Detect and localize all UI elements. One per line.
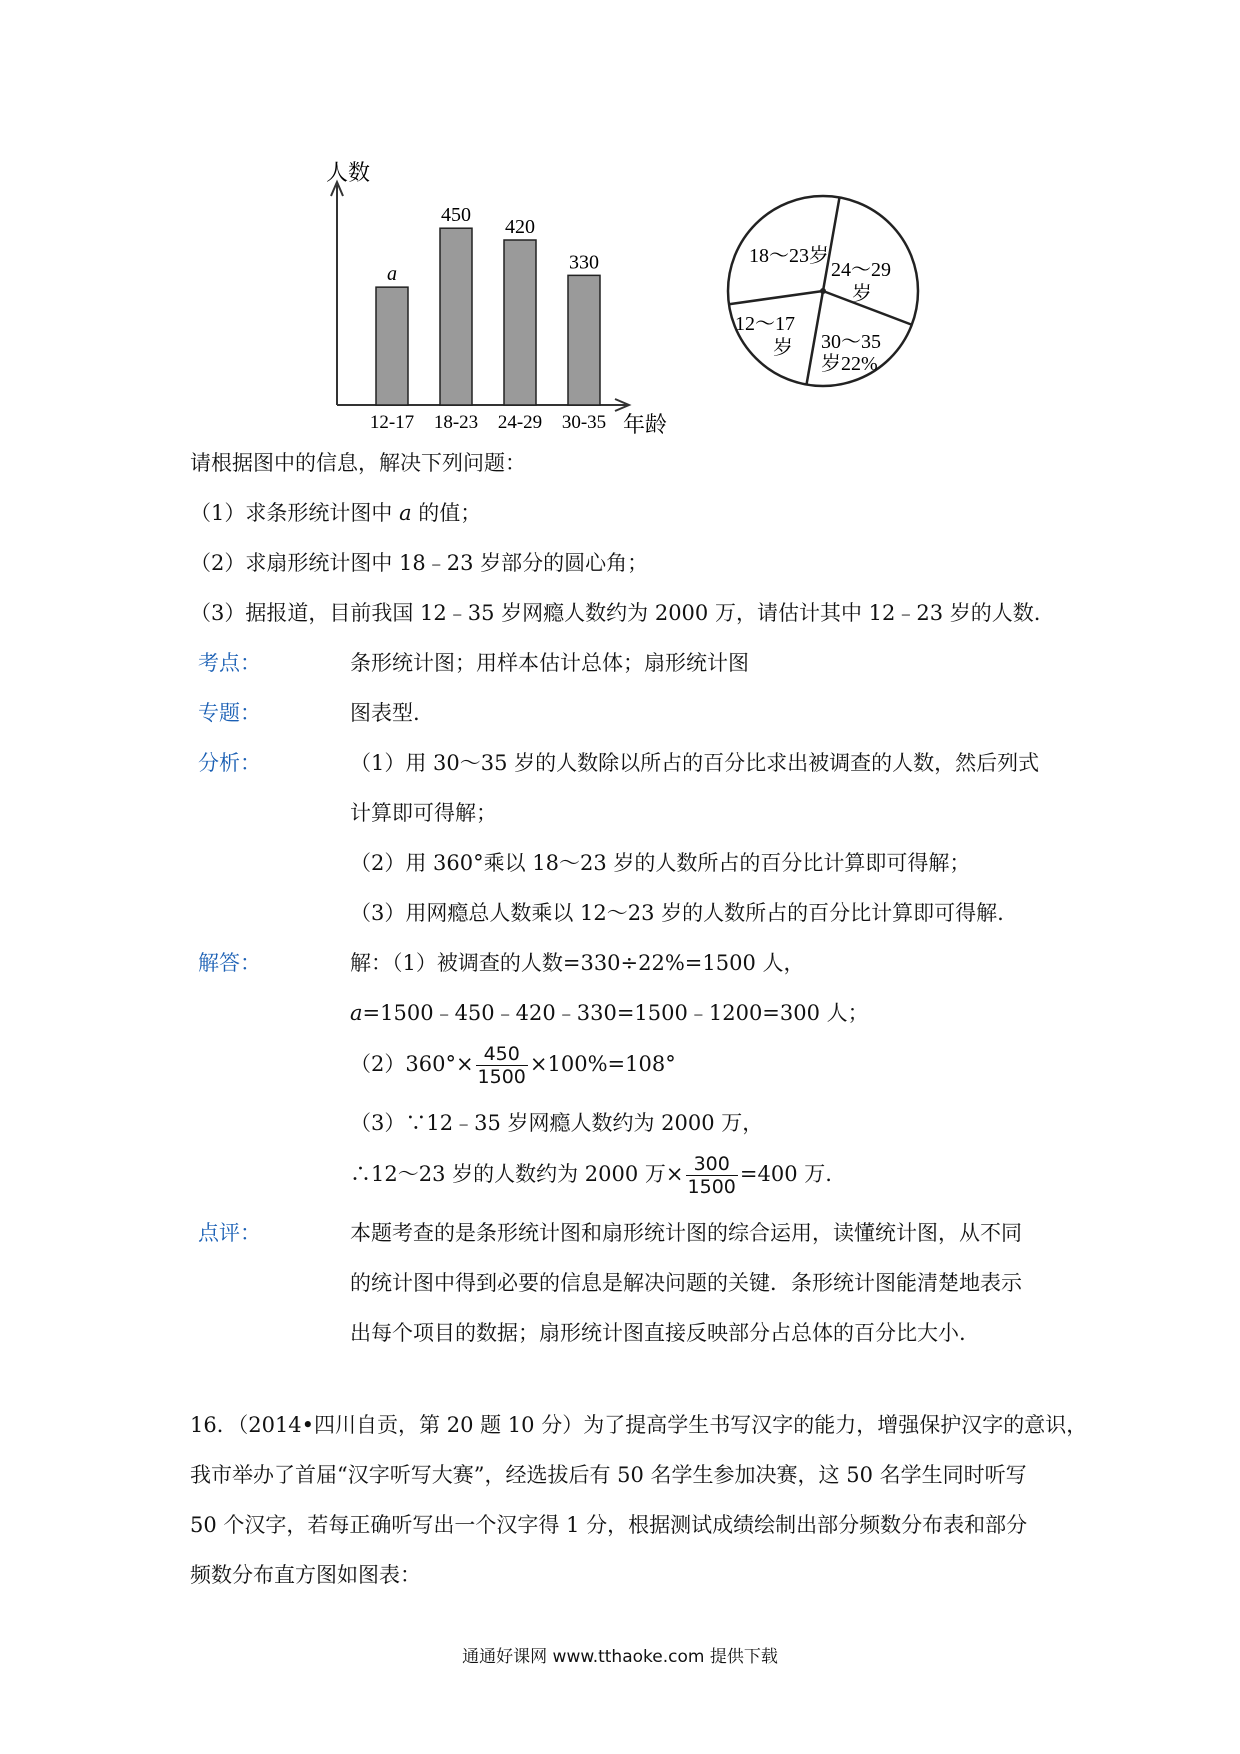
zhuanti-label: 专题： — [198, 701, 261, 725]
problem16-line-4: 频数分布直方图如图表： — [190, 1563, 421, 1587]
x-tick-label: 24-29 — [497, 412, 543, 433]
question-1 — [190, 498, 481, 528]
kaodian-text: 条形统计图；用样本估计总体；扇形统计图 — [350, 651, 749, 675]
jieda-line-3-b: ×100%=108° — [529, 1052, 676, 1076]
pie-label-12-17: 12～17 — [735, 313, 795, 335]
bar-data-label: 330 — [569, 251, 599, 274]
fraction-450-1500 — [476, 1043, 528, 1088]
problem16-line-3: 50 个汉字，若每正确听写出一个汉字得 1 分，根据测试成绩绘制出部分频数分布表和部分 — [190, 1513, 1028, 1537]
problem16-line-2: 我市举办了首届“汉字听写大赛”，经选拔后有 50 名学生参加决赛，这 50 名学生同时听写 — [190, 1463, 1027, 1487]
jieda-label: 解答： — [198, 951, 261, 975]
fraction-numerator: 450 — [476, 1043, 528, 1066]
question-2: （2）求扇形统计图中 18﹣23 岁部分的圆心角； — [190, 551, 649, 575]
jieda-line-5-a: ∴12～23 岁的人数约为 2000 万× — [350, 1162, 684, 1186]
dianping-line-3: 出每个项目的数据；扇形统计图直接反映部分占总体的百分比大小. — [350, 1321, 966, 1345]
question-intro: 请根据图中的信息，解决下列问题： — [190, 451, 526, 475]
x-tick-label: 18-23 — [433, 412, 479, 433]
fenxi-line-3: （2）用 360°乘以 18～23 岁的人数所占的百分比计算即可得解； — [350, 851, 971, 875]
bar-data-label: 420 — [505, 216, 535, 238]
fenxi-line-1: （1）用 30～35 岁的人数除以所占的百分比求出被调查的人数，然后列式 — [350, 751, 1040, 775]
bar-data-label: a — [387, 263, 397, 286]
zhuanti-text: 图表型. — [350, 701, 420, 725]
question-3: （3）据报道，目前我国 12﹣35 岁网瘾人数约为 2000 万，请估计其中 12﹣23 岁的人数. — [190, 601, 1041, 625]
pie-label-24-29: 24～29 — [831, 259, 891, 281]
dianping-label: 点评： — [198, 1221, 261, 1245]
jieda-line-1: 解：（1）被调查的人数=330÷22%=1500 人， — [350, 951, 805, 975]
fenxi-line-4: （3）用网瘾总人数乘以 12～23 岁的人数所占的百分比计算即可得解. — [350, 901, 1004, 925]
fraction-300-1500 — [686, 1153, 738, 1198]
pie-chart — [718, 180, 930, 402]
fraction-denominator: 1500 — [687, 1176, 736, 1198]
pie-label-30-35: 30～35 — [821, 331, 881, 353]
bar-24-29 — [504, 240, 536, 405]
question-1-b: 的值； — [418, 501, 482, 525]
jieda-line-3-a: （2）360°× — [350, 1052, 474, 1076]
question-1-var: a — [399, 501, 412, 525]
pie-label-24-29-unit: 岁 — [852, 283, 872, 305]
jieda-line-5-b: =400 万. — [739, 1162, 832, 1186]
bar-chart — [320, 160, 680, 440]
pie-label-12-17-unit: 岁 — [773, 337, 793, 359]
x-tick-label: 30-35 — [561, 412, 607, 433]
bar-18-23 — [440, 228, 472, 405]
jieda-line-3 — [350, 1038, 676, 1090]
dianping-line-2: 的统计图中得到必要的信息是解决问题的关键．条形统计图能清楚地表示 — [350, 1271, 1022, 1295]
pie-label-30-35-pct: 岁22% — [821, 353, 878, 375]
jieda-line-2-var: a — [350, 1001, 363, 1025]
jieda-line-4: （3）∵12﹣35 岁网瘾人数约为 2000 万， — [350, 1111, 764, 1135]
fraction-denominator: 1500 — [477, 1066, 526, 1088]
y-axis-label: 人数 — [326, 160, 371, 185]
bar-data-label: 450 — [441, 204, 471, 227]
jieda-line-5 — [350, 1148, 832, 1200]
kaodian-label: 考点： — [198, 651, 261, 675]
bar-30-35 — [568, 275, 600, 405]
bars-group — [370, 204, 606, 433]
x-axis-label: 年龄 — [623, 412, 668, 437]
question-1-a: （1）求条形统计图中 — [190, 501, 393, 525]
fenxi-label: 分析： — [198, 751, 261, 775]
dianping-line-1: 本题考查的是条形统计图和扇形统计图的综合运用，读懂统计图，从不同 — [350, 1221, 1022, 1245]
fraction-numerator: 300 — [686, 1153, 738, 1176]
pie-center — [820, 288, 826, 294]
problem16-line-1: 16．（2014•四川自贡，第 20 题 10 分）为了提高学生书写汉字的能力，增强保护汉字的意识， — [190, 1413, 1088, 1437]
x-tick-label: 12-17 — [369, 412, 415, 433]
jieda-line-2 — [350, 998, 869, 1028]
pie-label-18-23: 18～23岁 — [749, 245, 829, 267]
jieda-line-2-text: =1500﹣450﹣420﹣330=1500﹣1200=300 人； — [362, 1001, 869, 1025]
fenxi-line-2: 计算即可得解； — [350, 801, 497, 825]
page-footer: 通通好课网 www.tthaoke.com 提供下载 — [462, 1647, 778, 1667]
bar-12-17 — [376, 287, 408, 405]
